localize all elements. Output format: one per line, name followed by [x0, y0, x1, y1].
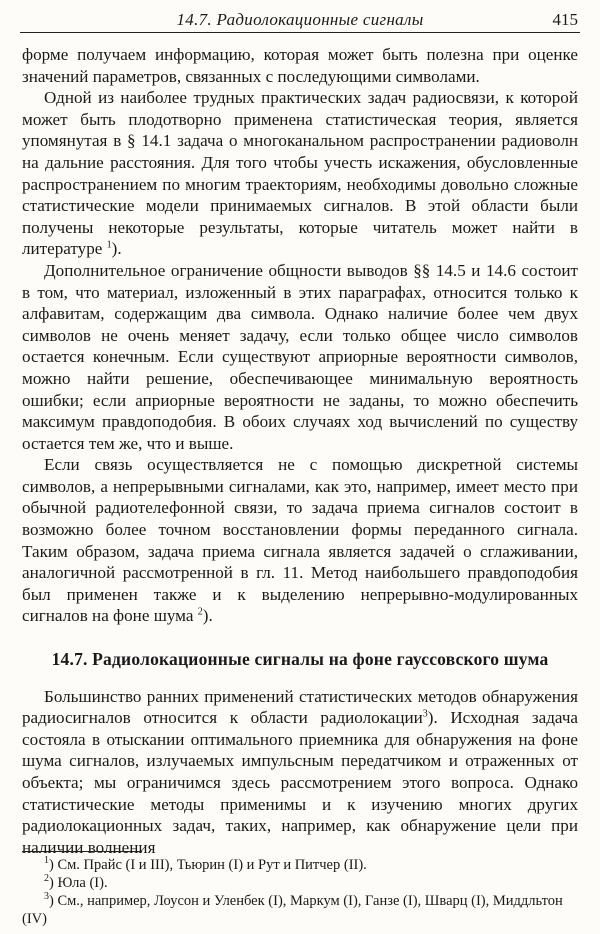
footnote-divider — [22, 851, 142, 852]
paragraph-4-end: ). — [202, 606, 213, 626]
page-number: 415 — [552, 10, 578, 29]
footnote-ref-3: 3 — [422, 708, 428, 720]
footnote-3 — [22, 892, 578, 928]
paragraph-3: Дополнительное ограничение общности выводов §§ 14.5 и 14.6 состоит в том, что материал, изложенный в этих параграфах, относится только к алфавитам, содержащим два символа. Однако наличие более чем двух символов не очень меняет задачу, если только общее число символов остается конечным. Если существуют априорные вероятности символов, можно найти решение, обеспечивающее минимальную вероятность ошибки; если априорные вероятности не заданы, то можно обеспечить максимум правдоподобия. В обоих случаях ход вычислений по существу остается тем же, что и выше. — [22, 260, 578, 453]
footnote-1 — [22, 856, 578, 874]
paragraph-4-text: Если связь осуществляется не с помощью дискретной системы символов, а непрерывными сигналами, как это, например, имеет место при обычной радиотелефонной связи, то задача приема сигналов состоит в возможно более точном восстановлении формы переданного сигнала. Таким образом, задача приема сигнала является задачей о сглаживании, аналогичной рассмотренной в гл. 11. Метод наибольшего правдоподобия был применен также и к выделению непрерывно-модулированных сигналов на фоне шума — [22, 455, 578, 626]
footnote-text: ) Юла (I). — [49, 875, 108, 891]
running-head — [20, 8, 580, 33]
paragraph-4 — [22, 454, 578, 627]
paragraph-2-end: ). — [111, 239, 122, 259]
footnote-2 — [22, 874, 578, 892]
paragraph-2 — [22, 87, 578, 260]
footnote-text: ) См. Прайс (I и III), Тьюрин (I) и Рут и Питчер (II). — [49, 857, 367, 873]
footnote-ref-2: 2 — [197, 606, 203, 618]
footnote-mark: 2 — [44, 873, 49, 885]
paragraph-1: форме получаем информацию, которая может быть полезна при оценке значений параметров, связанных с последующими символами. — [22, 45, 578, 86]
footnote-text: ) См., например, Лоусон и Уленбек (I), Маркум (I), Ганзе (I), Шварц (I), Миддльтон (IV) — [22, 893, 563, 927]
footnote-ref-1: 1 — [106, 239, 112, 251]
paragraph-5-end: ). Исходная задача состояла в отыскании оптимального приемника для обнаружения на фоне шума сигналов, излучаемых импульсным передатчиком и отраженных от объекта; мы ограничимся здесь рассмотрением этого вопроса. Однако статистические методы применимы и к изучению многих других радиолокационных задач, таких, например, как обнаружение цели при наличии волнения — [22, 708, 579, 857]
section-heading: 14.7. Радиолокационные сигналы на фоне гауссовского шума — [51, 649, 549, 670]
footnote-mark: 3 — [44, 891, 49, 903]
paragraph-5-text: Большинство ранних применений статистических методов обнаружения радиосигналов относится к области радиолокации — [22, 686, 578, 728]
running-title: 14.7. Радиолокационные сигналы — [176, 10, 424, 29]
paragraph-2-text: Одной из наиболее трудных практических задач радиосвязи, к которой может быть плодотворно применена статистическая теория, является упомянутая в § 14.1 задача о многоканальном распространении радиоволн на дальние расстояния. Для того чтобы учесть искажения, обусловленные распространением по многим траекториям, необходимы довольно сложные статистические модели принимаемых сигналов. В этой области были получены некоторые результаты, которые читатель может найти в литературе — [22, 88, 578, 259]
body-text — [22, 44, 578, 858]
footnotes — [22, 856, 578, 928]
footnote-mark: 1 — [44, 855, 49, 867]
paragraph-5 — [22, 686, 578, 859]
